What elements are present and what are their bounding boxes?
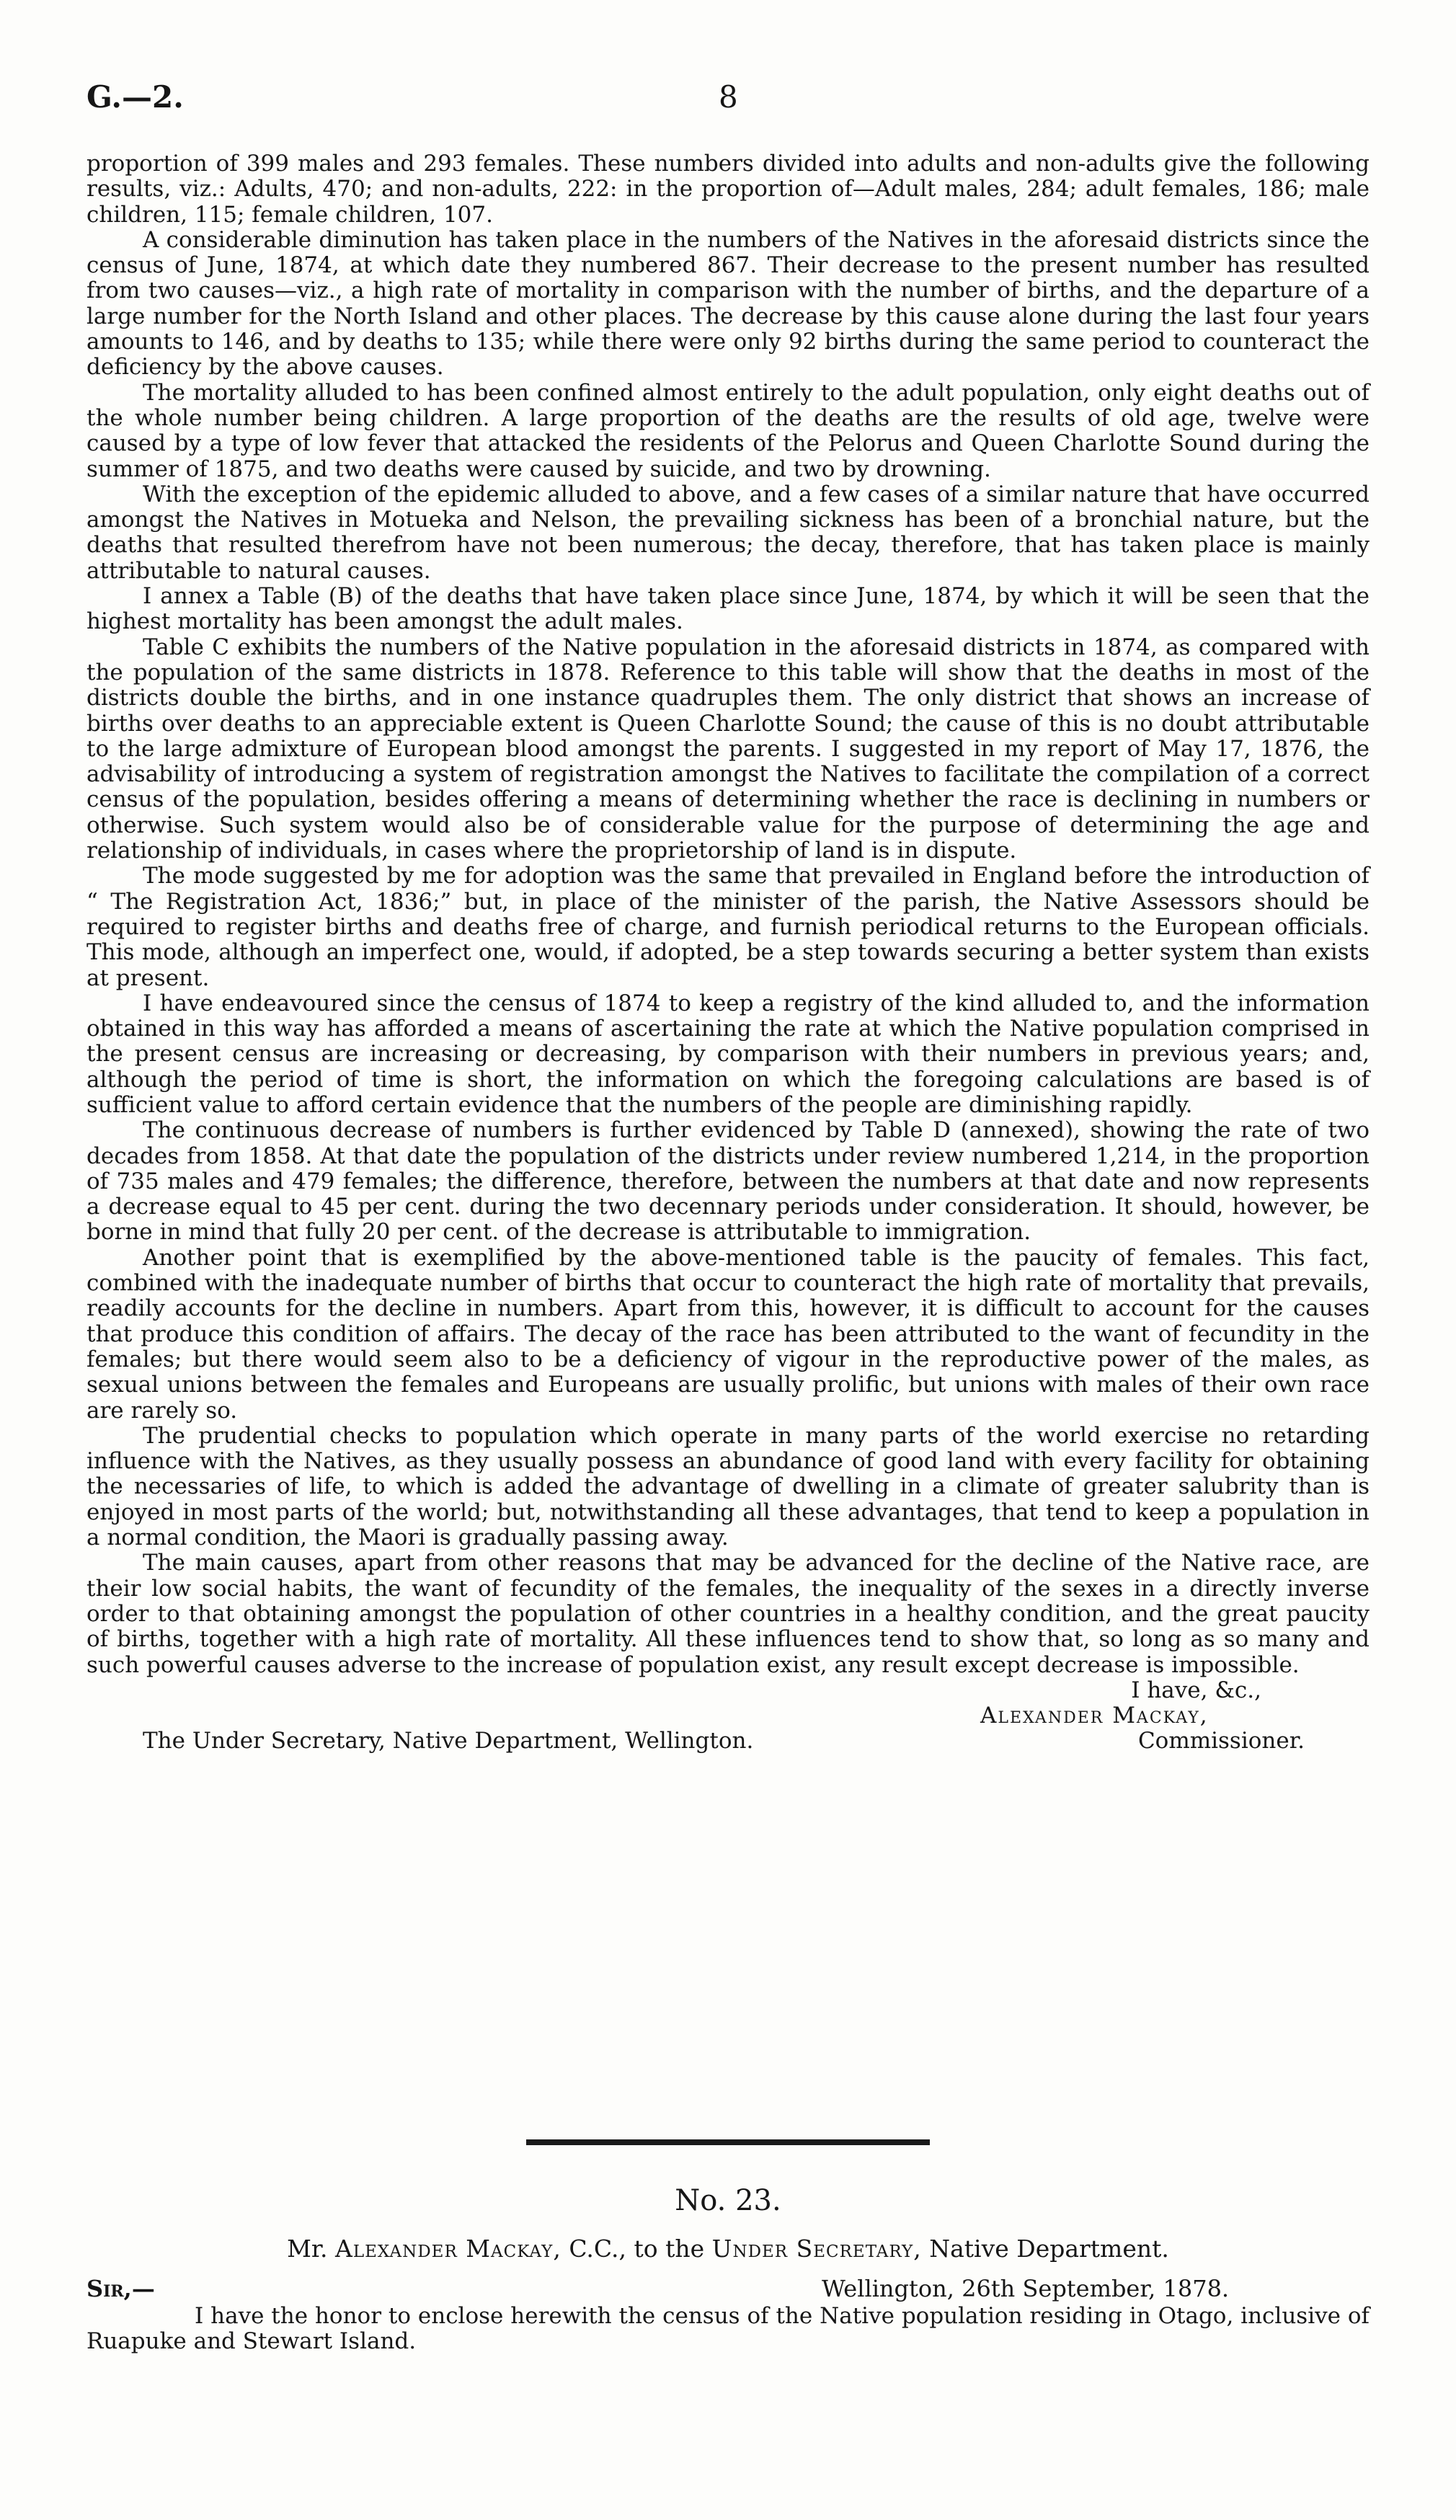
dateline: Wellington, 26th September, 1878. bbox=[822, 2275, 1230, 2302]
letter-body bbox=[86, 2304, 1370, 2355]
page-number: 8 bbox=[719, 79, 738, 115]
paragraph: With the exception of the epidemic alluded to above, and a few cases of a similar nature that have occurred amongst the Natives in Motueka and Nelson, the prevailing sickness has been of a bronchial nature, but the deaths that resulted therefrom have not been numerous; the decay, therefore, that has taken place is mainly attributable to natural causes. bbox=[86, 481, 1370, 584]
signatory-title: Commissioner. bbox=[1137, 1728, 1305, 1754]
paragraph: The mode suggested by me for adoption was the same that prevailed in England before the introduction of “ The Registration Act, 1836;” but, in place of the minister of the parish, the Native Assessors should be required to register births and deaths free of charge, and furnish periodical returns to the European officials. This mode, although an imperfect one, would, if adopted, be a step towards securing a better system than exists at present. bbox=[86, 863, 1370, 991]
paragraph: The continuous decrease of numbers is further evidenced by Table D (annexed), showing the rate of two decades from 1858. At that date the population of the districts under review numbered 1,214, in the proportion of 735 males and 479 females; the difference, therefore, between the numbers at that date and now represents a decrease equal to 45 per cent. during the two decennary periods under consideration. It should, however, be borne in mind that fully 20 per cent. of the decrease is attributable to immigration. bbox=[86, 1117, 1370, 1246]
paragraph: I annex a Table (B) of the deaths that have taken place since June, 1874, by which it will be seen that the highest mortality has been amongst the adult males. bbox=[86, 583, 1370, 635]
addressee: The Under Secretary, Native Department, Wellington. bbox=[143, 1728, 754, 1754]
signatory-name: Alexander Mackay, bbox=[980, 1703, 1209, 1729]
paragraph: Another point that is exemplified by the above-mentioned table is the paucity of females. This fact, combined with the inadequate number of births that occur to counteract the high rate of mortality that prevails, readily accounts for the decline in numbers. Apart from this, however, it is difficult to account for the causes that produce this condition of affairs. The decay of the race has been attributed to the want of fecundity in the females; but there would seem also to be a deficiency of vigour in the reproductive power of the males, as sexual unions between the females and Europeans are usually prolific, but unions with males of their own race are rarely so. bbox=[86, 1244, 1370, 1424]
paragraph: The mortality alluded to has been confined almost entirely to the adult population, only eight deaths out of the whole number being children. A large proportion of the deaths are the results of old age, twelve were caused by a type of low fever that attacked the residents of the Pelorus and Queen Charlotte Sound during the summer of 1875, and two deaths were caused by suicide, and two by drowning. bbox=[86, 379, 1370, 482]
paragraph: proportion of 399 males and 293 females. These numbers divided into adults and non-adults give the following results, viz.: Adults, 470; and non-adults, 222: in the proportion of—Adult males, 284; adult females, 186; male children, 115; female children, 107. bbox=[86, 151, 1370, 228]
letter-heading bbox=[0, 2235, 1456, 2263]
signature-row bbox=[86, 1729, 1370, 1754]
paragraph: A considerable diminution has taken place in the numbers of the Natives in the aforesaid districts since the census of June, 1874, at which date they numbered 867. Their decrease to the present number has resulted from two causes—viz., a high rate of mortality in comparison with the number of births, and the departure of a large number for the North Island and other places. The decrease by this cause alone during the last four years amounts to 146, and by deaths to 135; while there were only 92 births during the same period to counteract the deficiency by the above causes. bbox=[86, 226, 1370, 381]
paragraph: I have endeavoured since the census of 1874 to keep a registry of the kind alluded to, and the information obtained in this way has afforded a means of ascertaining the rate at which the Native population comprised in the present census are increasing or decreasing, by comparison with their numbers in previous years; and, although the period of time is short, the information on which the foregoing calculations are based is of sufficient value to afford certain evidence that the numbers of the people are diminishing rapidly. bbox=[86, 990, 1370, 1118]
paragraph: The prudential checks to population which operate in many parts of the world exercise no retarding influence with the Natives, as they usually possess an abundance of good land with every facility for obtaining the necessaries of life, to which is added the advantage of dwelling in a climate of greater salubrity than is enjoyed in most parts of the world; but, notwithstanding all these advantages, that tend to keep a population in a normal condition, the Maori is gradually passing away. bbox=[86, 1422, 1370, 1551]
salutation: Sir,— bbox=[86, 2275, 155, 2302]
letter-number: No. 23. bbox=[675, 2184, 781, 2217]
section-divider bbox=[526, 2139, 930, 2145]
paragraph: I have the honor to enclose herewith the census of the Native population residing in Otago, inclusive of Ruapuke and Stewart Island. bbox=[86, 2303, 1370, 2355]
report-body bbox=[86, 151, 1370, 1754]
page-reference: G.—2. bbox=[86, 79, 184, 115]
from-name: Alexander Mackay, bbox=[335, 2235, 561, 2263]
paragraph: Table C exhibits the numbers of the Native population in the aforesaid districts in 1874, as compared with the population of the same districts in 1878. Reference to this table will show that the deaths in most of the districts double the births, and in one instance quadruples them. The only district that shows an increase of births over deaths to an appreciable extent is Queen Charlotte Sound; the cause of this is no doubt attributable to the large admixture of European blood amongst the parents. I suggested in my report of May 17, 1876, the advisability of introducing a system of registration amongst the Natives to facilitate the compilation of a correct census of the population, besides offering a means of determining whether the race is declining in numbers or otherwise. Such system would also be of considerable value for the purpose of determining the age and relationship of individuals, in cases where the proprietorship of land is in dispute. bbox=[86, 634, 1370, 864]
from-suffix: C.C., to the bbox=[569, 2235, 705, 2263]
to-department: Native Department. bbox=[929, 2235, 1169, 2263]
closing-formula: I have, &c., bbox=[1131, 1677, 1261, 1703]
from-prefix: Mr. bbox=[287, 2235, 328, 2263]
paragraph: The main causes, apart from other reasons that may be advanced for the decline of the Native race, are their low social habits, the want of fecundity of the females, the inequality of the sexes in a directly inverse order to that obtaining amongst the population of other countries in a healthy condition, and the great paucity of births, together with a high rate of mortality. All these influences tend to show that, so long as so many and such powerful causes adverse to the increase of population exist, any result except decrease is impossible. bbox=[86, 1550, 1370, 1678]
to-name: Under Secretary, bbox=[711, 2235, 922, 2263]
